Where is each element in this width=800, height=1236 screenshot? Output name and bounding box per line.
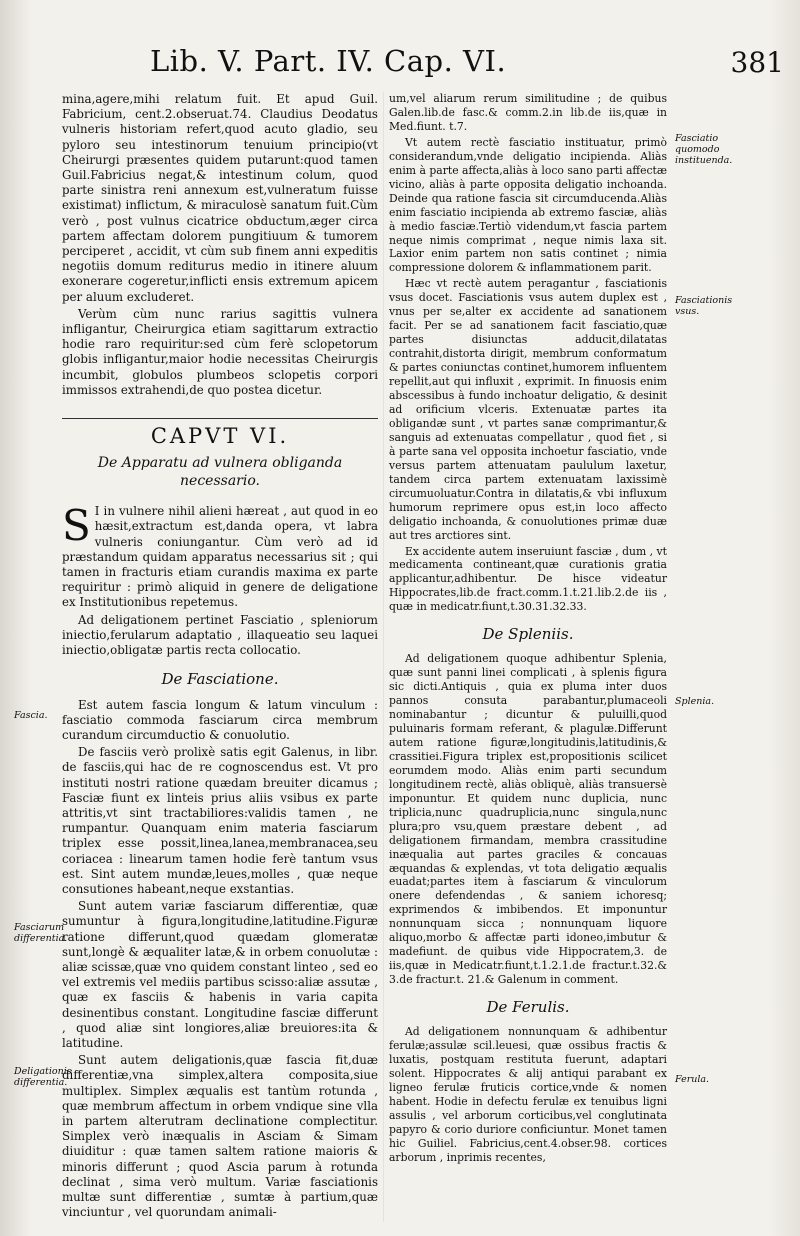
continued-paragraph: mina,agere,mihi relatum fuit. Et apud Guil. Fabricium, cent.2.obseruat.74. Claudius Deodatus vulneris historiam refert,quod acuto gladio, seu pyloro seu intestinorum tenuium principio(vt Cheirurgi præsentes quidem putarunt:quod tamen Guil.Fabricius negat,& intestinum colum, quod parte sinistra reni annexum est,vulneratum fuisse existimat) inflictum, & miraculosè sanatum fuit.Cùm verò , post vulnus cicatrice obductum,æger circa partem affectam dolorem pungitiuum & tumorem perciperet , accidit, vt cùm sub finem anni expeditis negotiis domum rediturus medio in itinere aluum exonerare cogeretur,inflicti ensis extremum apicem per aluum excluderet. (62, 92, 378, 304)
drop-cap-letter: S (62, 501, 91, 551)
margin-note-fasciarum-differentia: Fasciarum differentia. (14, 922, 68, 944)
fasciatione-paragraph: Sunt autem variæ fasciarum differentiæ, quæ sumuntur à figura,longitudine,latitudine.Figuræ ratione differunt,quod quædam glomeratæ sunt,longè & æqualiter latæ,& in orbem conuolutæ : aliæ scissæ,quæ vno quidem constant linteo , sed eo vel extremis vel mediis partibus scisso:aliæ assutæ , quæ ex fasciis & habenis in varia capita desinentibus constant. Longitudine fasciæ differunt , quod aliæ sint longiores,aliæ breuiores:ita & latitudine. (62, 899, 378, 1050)
margin-note-splenia: Splenia. (675, 696, 715, 707)
sagittis-paragraph: Verùm cùm nunc rarius sagittis vulnera infligantur, Cheirurgica etiam sagittarum extractio hodie raro requiritur:sed cùm ferè sclopetorum globis infligantur,maior hodie necessitas Cheirurgis incumbit, globulos plumbeos sclopetis corpori immissos extrahendi,de quo postea dicetur. (62, 306, 378, 397)
section-heading-fasciatione: De Fasciatione. (161, 670, 279, 689)
ex-accidente-paragraph: Ex accidente autem inseruiunt fasciæ , dum , vt medicamenta contineant,quæ curationis gratia applicantur,adhibentur. De hisce videatur Hippocrates,lib.de fract.comm.1.t.21.lib.2.de iis , quæ in medicatr.fiunt,t.30.31.32.33. (389, 544, 667, 614)
chapter-intro-text: I in vulnere nihil alieni hæreat , aut quod in eo hæsit,extractum est,danda opera, vt labra vulneris coniungantur. Cùm verò ad id præstandum quidam apparatus necessarius sit ; qui tamen in fracturis etiam curandis maxima ex parte requiritur : primò aliquid in genere de deligatione ex Institutionibus repetemus. (62, 504, 378, 610)
fasciatione-paragraph: Sunt autem deligationis,quæ fascia fit,duæ differentiæ,vna simplex,altera composita,siue multiplex. Simplex æqualis est tantùm rotunda , quæ membrum affectum in orbem vndique sine vlla in partem alterutram declinatione complectitur. Simplex verò inæqualis in Asciam & Simam diuiditur : quæ tamen saltem ratione maioris & minoris differunt ; quod Ascia parum à rotunda declinat , sima verò multum. Variæ fasciationis multæ sunt differentiæ , sumtæ à partium,quæ vinciuntur , vel quorundam animali- (62, 1053, 378, 1220)
margin-note-fasciationis-vsus: Fasciationis vsus. (675, 295, 733, 317)
margin-note-deligationis-differentia: Deligationis differentia. (14, 1066, 72, 1088)
continued-paragraph: um,vel aliarum rerum similitudine ; de quibus Galen.lib.de fasc.& comm.2.in lib.de iis,quæ in Med.fiunt. t.7. (389, 92, 667, 133)
margin-note-fasciatio-quomodo: Fasciatio quomodo instituenda. (675, 133, 733, 166)
page-header (150, 44, 790, 84)
section-heading-spleniis: De Spleniis. (482, 625, 574, 644)
left-column (62, 92, 378, 1222)
section-heading-ferulis: De Ferulis. (486, 998, 570, 1017)
right-column (389, 92, 667, 1167)
deligatio-paragraph: Ad deligationem pertinet Fasciatio , spleniorum iniectio,ferularum adaptatio , illaqueatio seu laquei iniectio,obligatæ partis recta collocatio. (62, 612, 378, 658)
spleniis-paragraph: Ad deligationem quoque adhibentur Splenia, quæ sunt panni linei complicati , à splenis figura sic dicti.Antiquis , quia ex pluma inter duos pannos consuta parabantur,plumaceoli nominabantur ; dicuntur & puluilli,quod puluinaris formam referant, & plagulæ.Differunt autem ratione figuræ,longitudinis,latitudinis,& crassitiei.Figura triplex est,propositionis scilicet eorumdem modo. Aliàs enim parti secundum longitudinem rectè, aliàs obliquè, aliàs transuersè imponuntur. Et quidem nunc duplicia, nunc triplicia,nunc quadruplicia,nunc singula,nunc plura;pro vsu,quem præstare debent , ad deligationem firmandam, membra crassitudine inæqualia aut partes graciles & concauas æquandas & explendas, vt tota deligatio æqualis euadat;partes item à fasciarum & vinculorum onere defendendas , & saniem ichoresq; exprimendos & imbibendos. Et imponuntur nonnunquam sicca ; nonnunquam liquore aliquo,morbo & affectæ parti idoneo,imbutur & madefiunt. de quibus vide Hippocratem,3. de iis,quæ in Medicatr.fiunt,t.1.2.1.de fractur.t.32.& 3.de fractur.t. 21.& Galenum in comment. (389, 652, 667, 987)
column-gutter (383, 92, 384, 1222)
margin-note-fascia: Fascia. (14, 710, 48, 721)
fasciatione-paragraph: Est autem fascia longum & latum vinculum : fasciatio commoda fasciarum circa membrum curandum circumductio & conuolutio. (62, 697, 378, 742)
fasciatione-paragraph: De fasciis verò prolixè satis egit Galenus, in libr. de fasciis,qui hac de re cognoscendus est. Vt pro instituti nostri ratione quædam breuiter dicamus ; Fasciæ fiunt ex linteis prius aliis vsibus ex parte attritis,vt sint tractabiliores:validis tamen , ne rumpantur. Quanquam enim materia fasciarum triplex esse possit,linea,lanea,membranacea,seu coriacea : linearum tamen hodie ferè tantum vsus est. Sint autem mundæ,leues,molles , quæ neque consutiones habeant,neque exstantias. (62, 745, 378, 896)
margin-note-ferula: Ferula. (675, 1074, 710, 1085)
chapter-rule (62, 418, 378, 419)
running-head: Lib. V. Part. IV. Cap. VI. (150, 44, 507, 78)
fasciationis-vsus-paragraph: Hæc vt rectè autem peragantur , fasciationis vsus docet. Fasciationis vsus autem duplex est , vnus per se,alter ex accidente ad sanationem facit. Per se ad sanationem facit fasciatio,quæ partes disiunctas adducit,dilatatas contrahit,distorta dirigit, membrum conformatum & partes coniunctas continet,humorem influentem repellit,aut qui influxit , exprimit. In finuosis enim abscessibus à fundo inchoatur deligatio, & desinit ad orificium vlceris. Extenuatæ partes ita obligandæ sunt , vt partes sanæ comprimantur,& sanguis ad extenuatas compellatur , quod fiet , si à parte sana vel opposita inchoetur fasciatio, vnde versus partem attenuatam paululum laxetur, tandem circa partem extenuatam laxissimè circumuoluatur.Contra in dilatatis,& vbi influxum humorum reprimere opus est,in loco affecto deligatio inchoanda, & conuolutiones primæ duæ aut tres arctiores sint. (389, 277, 667, 542)
ferulis-paragraph: Ad deligationem nonnunquam & adhibentur ferulæ;assulæ scil.leuesi, quæ ossibus fractis & luxatis, postquam restituta fuerunt, adaptari solent. Hippocrates & alij antiqui parabant ex ligneo ferulæ fruticis cortice,vnde & nomen habent. Hodie in defectu ferulæ ex tenuibus ligni assulis , vel arborum corticibus,vel conglutinata papyro & corio duriore conficiuntur. Monet tamen hic Guiliel. Fabricius,cent.4.obser.98. cortices arborum , inprimis recentes, (389, 1025, 667, 1164)
chapter-subtitle: De Apparatu ad vulnera obliganda necessario. (97, 455, 343, 490)
page-number: 381 (730, 46, 784, 79)
fasciatio-institution-paragraph: Vt autem rectè fasciatio instituatur, primò considerandum,vnde deligatio incipienda. Aliàs enim à parte affecta,aliàs à loco sano parti affectæ vicino, aliàs à parte opposita deligatio inchoanda. Deinde qua ratione fascia sit circumducenda.Aliàs enim fasciatio incipienda ab extremo fasciæ, aliàs à medio fasciæ.Tertiò videndum,vt fascia partem neque nimis comprimat , neque nimis laxa sit. Laxior enim partem non satis continet ; nimia compressione dolorem & inflammationem parit. (389, 135, 667, 275)
chapter-intro-paragraph (62, 501, 378, 610)
chapter-heading: CAPVT VI. (150, 424, 290, 449)
